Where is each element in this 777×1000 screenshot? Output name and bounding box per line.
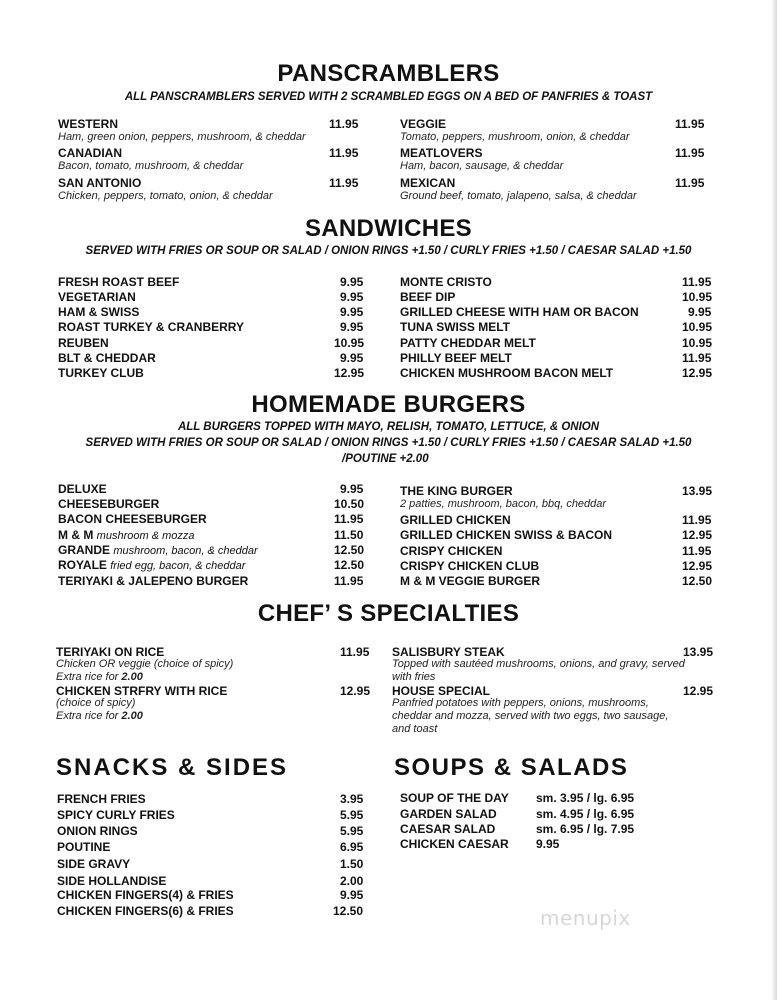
menu-item-price: 11.95	[675, 117, 705, 131]
menu-item-name: BLT & CHEDDAR	[58, 351, 156, 365]
menu-item-price: 13.95	[683, 645, 714, 659]
menu-item-name: SOUP OF THE DAY	[400, 791, 509, 805]
panscramblers-subtitle: ALL PANSCRAMBLERS SERVED WITH 2 SCRAMBLED EGGS ON A BED OF PANFRIES & TOAST	[124, 91, 653, 103]
menu-item-name: ROAST TURKEY & CRANBERRY	[58, 320, 245, 334]
menu-item-name: TUNA SWISS MELT	[400, 320, 510, 334]
menu-item-price: 11.95	[682, 544, 712, 558]
menu-item-price: 11.95	[334, 512, 364, 526]
menu-item-price: 9.95	[340, 351, 364, 365]
burger-name: M & M	[58, 528, 94, 542]
menu-item-price: 11.95	[334, 574, 364, 588]
menu-item-extra	[56, 671, 143, 683]
menu-item-price: 12.50	[682, 574, 713, 588]
soups-title: SOUPS & SALADS	[394, 754, 629, 781]
menu-item-price: 12.95	[682, 366, 713, 380]
menu-item-name: GRILLED CHEESE WITH HAM OR BACON	[400, 305, 639, 319]
menu-item-name: FRENCH FRIES	[57, 792, 146, 806]
menu-item-price: 10.95	[682, 336, 713, 350]
sandwiches-title: SANDWICHES	[304, 215, 472, 242]
menu-item-name: CHICKEN FINGERS(6) & FRIES	[57, 904, 234, 918]
menu-item-price: sm. 3.95 / lg. 6.95	[536, 791, 635, 805]
menu-item-price: 5.95	[340, 808, 364, 822]
menu-item-description: 2 patties, mushroom, bacon, bbq, cheddar	[400, 498, 607, 510]
menu-item-name: CHICKEN FINGERS(4) & FRIES	[57, 888, 234, 902]
menu-item-name: MONTE CRISTO	[400, 275, 492, 289]
menu-item-name: HAM & SWISS	[58, 305, 140, 319]
menu-item-name: GRILLED CHICKEN	[400, 513, 511, 527]
menu-item-description: Tomato, peppers, mushroom, onion, & cheddar	[400, 131, 630, 143]
burgers-subtitle: /POUTINE +2.00	[342, 453, 429, 465]
burger-name: GRANDE	[58, 543, 111, 557]
menu-item-price: sm. 6.95 / lg. 7.95	[536, 822, 635, 836]
menu-item-price: 9.95	[340, 482, 364, 496]
menu-item-name: SIDE HOLLANDISE	[57, 874, 167, 888]
menu-item-description: cheddar and mozza, served with two eggs, two sausage,	[392, 710, 669, 722]
extra-price: 2.00	[121, 671, 143, 683]
menu-item-name	[58, 558, 245, 572]
extra-label: Extra rice for	[56, 671, 122, 683]
menu-item-name: ONION RINGS	[57, 824, 138, 838]
menu-item-description: Chicken OR veggie (choice of spicy)	[56, 658, 234, 670]
menu-item-name: CHICKEN STRFRY WITH RICE	[56, 684, 228, 698]
menu-item-price: 12.95	[340, 684, 371, 698]
menu-item-description: and toast	[392, 723, 438, 735]
menu-item-description: Ground beef, tomato, jalapeno, salsa, & cheddar	[400, 190, 637, 202]
burgers-subtitle: SERVED WITH FRIES OR SOUP OR SALAD / ONION RINGS +1.50 / CURLY FRIES +1.50 / CAESAR SALAD +1.50	[85, 437, 692, 449]
burger-toppings: mushroom & mozza	[96, 530, 195, 542]
menu-item-price: 11.50	[334, 528, 364, 542]
menu-item-name: TERIYAKI ON RICE	[56, 645, 165, 659]
menu-item-price: 9.95	[340, 320, 364, 334]
menu-item-price: 11.95	[329, 176, 359, 190]
menu-item-name: MEATLOVERS	[400, 146, 483, 160]
menu-item-price: 12.50	[334, 543, 365, 557]
specialties-title: CHEF’ S SPECIALTIES	[257, 600, 520, 627]
menu-item-name: TURKEY CLUB	[58, 366, 144, 380]
snacks-title: SNACKS & SIDES	[56, 754, 289, 781]
extra-price: 2.00	[121, 710, 143, 722]
menu-item-description: (choice of spicy)	[56, 697, 136, 709]
menu-item-name: VEGGIE	[400, 117, 447, 131]
menu-item-price: 12.95	[683, 684, 714, 698]
menu-item-name	[58, 528, 194, 542]
burgers-subtitle: ALL BURGERS TOPPED WITH MAYO, RELISH, TOMATO, LETTUCE, & ONION	[177, 421, 600, 433]
menu-item-price: 9.95	[688, 305, 712, 319]
menu-item-price: sm. 4.95 / lg. 6.95	[536, 807, 635, 821]
menu-item-extra	[56, 710, 143, 722]
menu-item-price: 10.95	[682, 320, 713, 334]
menu-item-name	[58, 543, 258, 557]
menu-item-name: POUTINE	[57, 840, 111, 854]
menu-item-name: THE KING BURGER	[400, 484, 513, 498]
menu-item-name: GARDEN SALAD	[400, 807, 497, 821]
menu-item-price: 13.95	[682, 484, 713, 498]
menu-item-name: CANADIAN	[58, 146, 122, 160]
menu-item-description: Ham, bacon, sausage, & cheddar	[400, 160, 564, 172]
menupix-watermark: menupix	[540, 906, 631, 930]
burger-name: ROYALE	[58, 558, 107, 572]
menu-item-name: BEEF DIP	[400, 290, 456, 304]
burger-toppings: fried egg, bacon, & cheddar	[110, 560, 246, 572]
menu-item-price: 11.95	[675, 176, 705, 190]
menu-item-price: 6.95	[340, 840, 364, 854]
menu-item-price: 5.95	[340, 824, 364, 838]
menu-item-name: FRESH ROAST BEEF	[58, 275, 180, 289]
menu-item-name: SPICY CURLY FRIES	[57, 808, 175, 822]
sandwiches-subtitle: SERVED WITH FRIES OR SOUP OR SALAD / ONION RINGS +1.50 / CURLY FRIES +1.50 / CAESAR SALAD +1.50	[85, 245, 692, 257]
panscramblers-title: PANSCRAMBLERS	[277, 60, 500, 87]
menu-item-description: Topped with sautéed mushrooms, onions, and gravy, served	[392, 658, 685, 670]
menu-item-price: 11.95	[329, 146, 359, 160]
menu-item-name: TERIYAKI & JALEPENO BURGER	[58, 574, 249, 588]
menu-item-price: 12.50	[333, 904, 364, 918]
menu-item-price: 10.50	[334, 497, 365, 511]
menu-item-price: 12.95	[334, 366, 365, 380]
menu-item-price: 1.50	[340, 857, 364, 871]
extra-label: Extra rice for	[56, 710, 122, 722]
menu-item-description: Ham, green onion, peppers, mushroom, & cheddar	[58, 131, 306, 143]
menu-item-description: with fries	[392, 671, 436, 683]
menu-item-name: SALISBURY STEAK	[392, 645, 505, 659]
menu-item-name: SIDE GRAVY	[57, 857, 131, 871]
page-edge-shadow	[771, 0, 777, 1000]
menu-item-price: 9.95	[340, 888, 364, 902]
burger-toppings: mushroom, bacon, & cheddar	[113, 545, 258, 557]
menu-item-price: 12.95	[682, 559, 713, 573]
menu-item-price: 9.95	[340, 305, 364, 319]
menu-item-price: 11.95	[682, 513, 712, 527]
menu-item-name: CHICKEN MUSHROOM BACON MELT	[400, 366, 614, 380]
menu-item-price: 12.95	[682, 528, 713, 542]
menu-item-name: CHICKEN CAESAR	[400, 837, 509, 851]
menu-item-name: HOUSE SPECIAL	[392, 684, 491, 698]
menu-item-name: VEGETARIAN	[58, 290, 136, 304]
menu-item-price: 9.95	[340, 275, 364, 289]
menu-item-description: Bacon, tomato, mushroom, & cheddar	[58, 160, 244, 172]
menu-item-price: 10.95	[334, 336, 365, 350]
burgers-title: HOMEMADE BURGERS	[251, 391, 526, 418]
menu-item-price: 12.50	[334, 558, 365, 572]
menu-item-price: 2.00	[340, 874, 364, 888]
menu-item-name: SAN ANTONIO	[58, 176, 142, 190]
menu-item-name: CHEESEBURGER	[58, 497, 160, 511]
menu-item-name: M & M VEGGIE BURGER	[400, 574, 541, 588]
menu-item-price: 11.95	[682, 275, 712, 289]
menu-item-name: PHILLY BEEF MELT	[400, 351, 512, 365]
menu-item-price: 9.95	[536, 837, 560, 851]
menu-item-name: CAESAR SALAD	[400, 822, 496, 836]
menu-item-price: 11.95	[675, 146, 705, 160]
menu-item-description: Chicken, peppers, tomato, onion, & cheddar	[58, 190, 273, 202]
menu-item-name: DELUXE	[58, 482, 107, 496]
menu-item-price: 3.95	[340, 792, 364, 806]
menu-item-name: PATTY CHEDDAR MELT	[400, 336, 536, 350]
menu-item-description: Panfried potatoes with peppers, onions, mushrooms,	[392, 697, 649, 709]
menu-item-price: 11.95	[329, 117, 359, 131]
menu-item-name: BACON CHEESEBURGER	[58, 512, 207, 526]
menu-item-name: REUBEN	[58, 336, 109, 350]
menu-item-price: 9.95	[340, 290, 364, 304]
menu-item-name: WESTERN	[58, 117, 118, 131]
menu-item-price: 10.95	[682, 290, 713, 304]
menu-item-name: GRILLED CHICKEN SWISS & BACON	[400, 528, 613, 542]
menu-item-name: CRISPY CHICKEN CLUB	[400, 559, 540, 573]
menu-item-name: MEXICAN	[400, 176, 456, 190]
menu-item-price: 11.95	[682, 351, 712, 365]
menu-item-name: CRISPY CHICKEN	[400, 544, 503, 558]
menu-item-price: 11.95	[340, 645, 370, 659]
